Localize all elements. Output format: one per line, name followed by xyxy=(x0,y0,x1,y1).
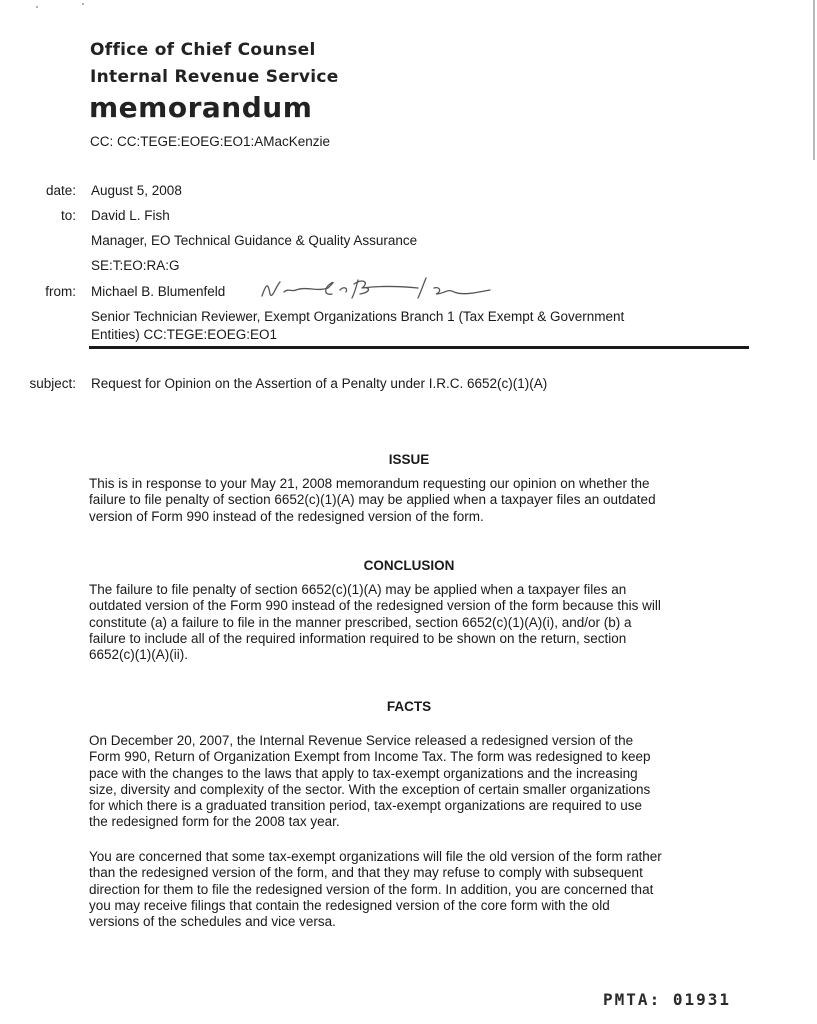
text-line: outdated version of the Form 990 instead of the redesigned version of the form because this will xyxy=(89,598,661,614)
issue-paragraph xyxy=(89,476,739,525)
text-line: than the redesigned version of the form, and that they may refuse to comply with subsequent xyxy=(89,865,643,881)
to-office-code: SE:T:EO:RA:G xyxy=(91,258,180,273)
text-line: This is in response to your May 21, 2008 memorandum requesting our opinion on whether the xyxy=(89,476,650,491)
header-divider xyxy=(89,346,749,349)
text-line: size, diversity and complexity of the sector. With the exception of certain smaller organizations xyxy=(89,781,651,797)
memo-title: memorandum xyxy=(89,91,313,124)
facts-heading: FACTS xyxy=(386,699,432,714)
to-name: David L. Fish xyxy=(91,208,170,223)
text-line: failure to include all of the required information required to be shown on the return, section xyxy=(89,630,627,646)
text-line: the redesigned form for the 2008 tax year. xyxy=(89,814,340,830)
from-name: Michael B. Blumenfeld xyxy=(91,284,226,299)
text-line: The failure to file penalty of section 6652(c)(1)(A) may be applied when a taxpayer files an xyxy=(89,582,627,597)
to-label: to: xyxy=(60,208,76,223)
cc-line: CC: CC:TEGE:EOEG:EO1:AMacKenzie xyxy=(90,134,331,149)
document-stamp: PMTA: 01931 xyxy=(603,990,731,1009)
subject-label: subject: xyxy=(29,376,76,391)
facts-paragraph-1 xyxy=(89,733,739,831)
office-name: Office of Chief Counsel xyxy=(90,40,316,60)
date-value: August 5, 2008 xyxy=(91,183,182,198)
text-line: you may receive filings that contain the redesigned version of the core form with the old xyxy=(89,897,610,913)
scan-speck xyxy=(36,6,38,8)
from-label: from: xyxy=(45,284,76,299)
text-line: constitute (a) a failure to file in the manner prescribed, section 6652(c)(1)(A)(i), and/or (b) a xyxy=(89,614,632,630)
text-line: pace with the changes to the laws that apply to tax-exempt organizations and the increasing xyxy=(89,765,638,781)
from-title-line-2: Entities) CC:TEGE:EOEG:EO1 xyxy=(91,327,278,342)
text-line: versions of the schedules and vice versa. xyxy=(89,914,336,930)
conclusion-heading: CONCLUSION xyxy=(363,558,455,573)
subject-value: Request for Opinion on the Assertion of a Penalty under I.R.C. 6652(c)(1)(A) xyxy=(91,376,548,391)
text-line: Form 990, Return of Organization Exempt from Income Tax. The form was redesigned to keep xyxy=(89,749,651,765)
conclusion-paragraph xyxy=(89,582,739,663)
from-title-line-1: Senior Technician Reviewer, Exempt Organizations Branch 1 (Tax Exempt & Government xyxy=(91,309,625,324)
text-line: 6652(c)(1)(A)(ii). xyxy=(89,647,189,663)
signature xyxy=(258,270,498,306)
facts-paragraph-2 xyxy=(89,849,739,930)
scan-speck xyxy=(82,3,84,5)
text-line: On December 20, 2007, the Internal Revenue Service released a redesigned version of the xyxy=(89,733,634,748)
text-line: You are concerned that some tax-exempt organizations will file the old version of the form rather xyxy=(89,849,662,864)
scan-edge-line xyxy=(813,0,815,160)
issue-heading: ISSUE xyxy=(388,452,430,467)
to-title: Manager, EO Technical Guidance & Quality Assurance xyxy=(91,233,418,248)
text-line: failure to file penalty of section 6652(c)(1)(A) may be applied when a taxpayer files an outdated xyxy=(89,492,656,508)
agency-name: Internal Revenue Service xyxy=(90,67,339,87)
text-line: version of Form 990 instead of the redesigned version of the form. xyxy=(89,508,484,524)
text-line: for which there is a graduated transition period, tax-exempt organizations are required to use xyxy=(89,798,643,814)
date-label: date: xyxy=(45,183,76,198)
text-line: direction for them to file the redesigned version of the form. In addition, you are concerned that xyxy=(89,881,654,897)
